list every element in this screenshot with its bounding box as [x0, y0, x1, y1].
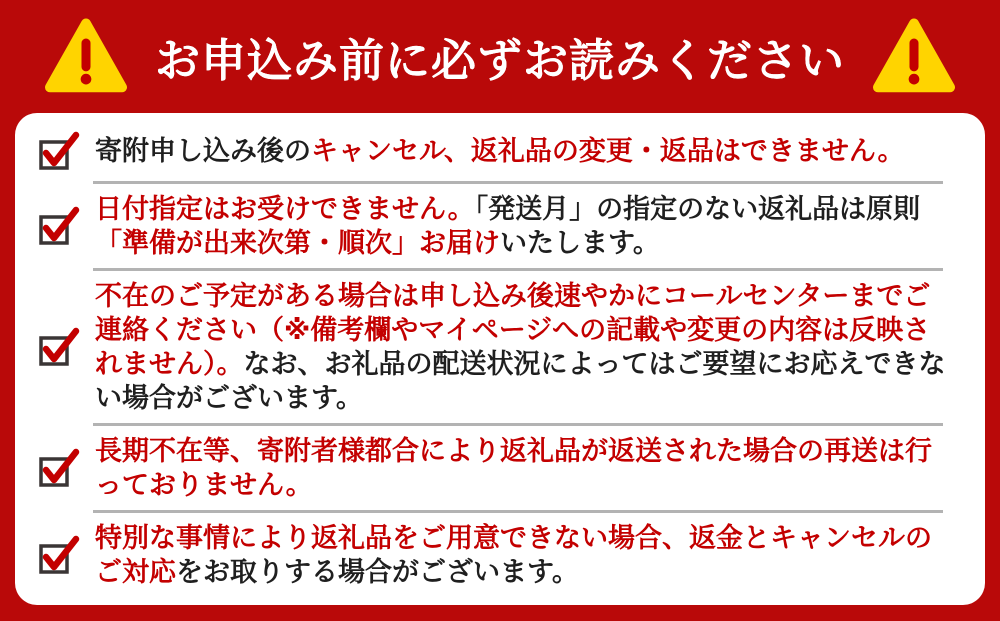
notice-text-segment: 「準備が出来次第・順次」お届け: [95, 228, 500, 258]
warning-triangle-icon: [43, 16, 129, 98]
notice-item-text: [95, 279, 957, 415]
notice-panel: [15, 113, 985, 605]
notice-text-segment: 長期不在等、寄附者様都合により返礼品が返送された場合の再送は行っておりません。: [95, 436, 932, 500]
item-divider: [93, 510, 943, 513]
notice-item: [37, 122, 963, 180]
item-divider: [93, 423, 943, 426]
notice-text-segment: なお、お礼品の配送状況によってはご要望にお応えできない場合がございます。: [95, 349, 946, 413]
checkbox-checked-icon: [37, 325, 81, 369]
item-divider: [93, 268, 943, 271]
notice-item-text: [95, 192, 957, 260]
notice-item-text: [95, 521, 957, 589]
notice-text-segment: キャンセル、返礼品の変更・返品はできません。: [311, 136, 905, 166]
notice-text-segment: 寄附申し込み後の: [95, 136, 311, 166]
checkbox-checked-icon: [37, 533, 81, 577]
notice-item: [37, 514, 963, 596]
warning-triangle-icon: [871, 16, 957, 98]
notice-text-segment: 不在のご予定がある場合は申し込み後速やかにコールセンターまでご連絡ください（※備考欄やマイページへの記載や変更の内容は反映されません）。: [95, 281, 931, 379]
notice-text-segment: をお取りする場合がございます。: [176, 557, 579, 587]
notice-text-segment: いたします。: [500, 228, 660, 258]
notice-item-text: [95, 134, 904, 168]
checkbox-checked-icon: [37, 204, 81, 248]
notice-item: [37, 185, 963, 267]
notice-text-segment: 「発送月」の指定のない返礼品は原則: [474, 194, 921, 224]
notice-text-segment: 特別な事情により返礼品をご用意できない場合、返金とキャンセルのご対応: [95, 523, 932, 587]
banner-header: [0, 0, 1000, 113]
checkbox-checked-icon: [37, 446, 81, 490]
item-divider: [93, 181, 943, 184]
checkbox-checked-icon: [37, 129, 81, 173]
banner-title: お申込み前に必ずお読みください: [154, 35, 845, 86]
notice-text-segment: 日付指定はお受けできません。: [95, 194, 475, 224]
notice-item: [37, 427, 963, 509]
notice-item-text: [95, 434, 957, 502]
notice-item: [37, 272, 963, 422]
